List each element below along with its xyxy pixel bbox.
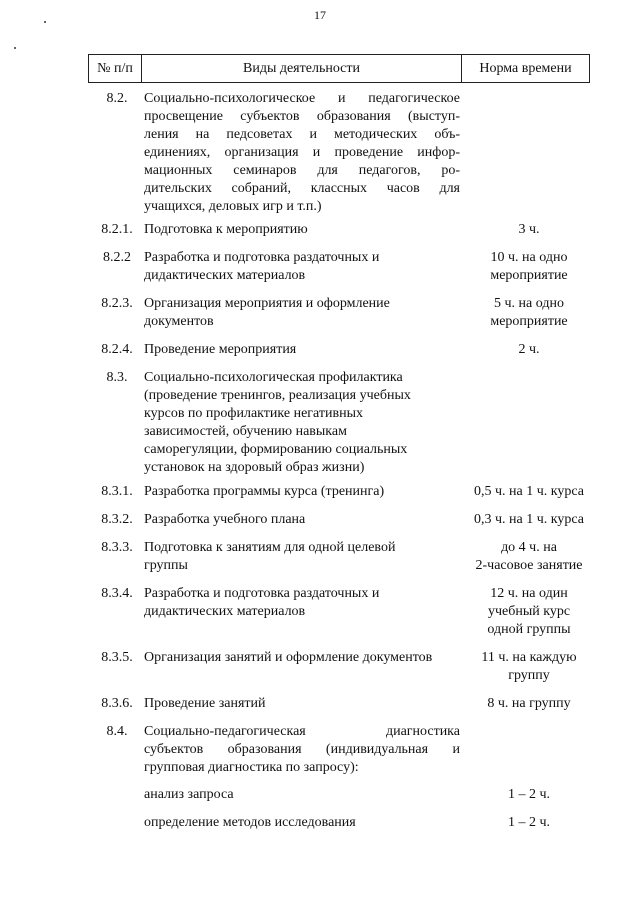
norm-line: 12 ч. на один xyxy=(490,586,568,601)
row-norm xyxy=(460,483,590,501)
activity-line: дидактических материалов xyxy=(144,604,306,619)
header-activity: Виды деятельности xyxy=(142,55,462,82)
row-activity xyxy=(140,369,460,477)
row-number: 8.2. xyxy=(106,91,128,106)
table-row xyxy=(88,814,590,832)
table-row xyxy=(88,483,590,501)
scan-speck xyxy=(14,47,16,49)
activity-line: просвещение субъектов образования (выступ- xyxy=(144,109,460,124)
table-row xyxy=(88,295,590,331)
scan-speck xyxy=(44,21,46,23)
norm-line: группу xyxy=(508,668,550,683)
table-row xyxy=(88,649,590,685)
row-norm xyxy=(460,723,590,777)
activity-line: Социально-психологическая профилактика xyxy=(144,370,403,385)
row-activity xyxy=(140,649,460,685)
activity-line: Организация занятий и оформление документов xyxy=(144,650,433,665)
norm-line: одной группы xyxy=(487,622,571,637)
activity-line: Разработка и подготовка раздаточных и xyxy=(144,250,380,265)
table-row xyxy=(88,341,590,359)
row-norm xyxy=(460,511,590,529)
row-norm xyxy=(460,695,590,713)
norm-line: мероприятие xyxy=(490,268,568,283)
activity-line: групповая диагностика по запросу): xyxy=(144,760,359,775)
activity-line: Организация мероприятия и оформление xyxy=(144,296,390,311)
activity-line: (проведение тренингов, реализация учебных xyxy=(144,388,411,403)
table-header xyxy=(88,54,590,83)
row-number xyxy=(88,814,140,832)
norm-line: 10 ч. на одно xyxy=(490,250,568,265)
row-activity xyxy=(140,90,460,216)
norm-line: 3 ч. xyxy=(518,222,540,237)
row-norm xyxy=(460,90,590,216)
norm-line: 1 – 2 ч. xyxy=(507,815,551,830)
row-number: 8.3.4. xyxy=(101,586,133,601)
row-activity xyxy=(140,723,460,777)
row-activity xyxy=(140,483,460,501)
row-norm xyxy=(460,221,590,239)
row-norm xyxy=(460,649,590,685)
row-number: 8.4. xyxy=(106,724,128,739)
activity-line: группы xyxy=(144,558,188,573)
activity-line: курсов по профилактике негативных xyxy=(144,406,363,421)
norm-line: учебный курс xyxy=(487,604,571,619)
activity-line: саморегуляции, формированию социальных xyxy=(144,442,408,457)
norm-line: 2 ч. xyxy=(518,342,540,357)
activity-line: дительских собраний, классных часов для xyxy=(144,181,460,196)
table-row xyxy=(88,369,590,477)
row-activity xyxy=(140,539,460,575)
row-norm xyxy=(460,814,590,832)
row-number: 8.3. xyxy=(106,370,128,385)
activity-line: Подготовка к занятиям для одной целевой xyxy=(144,540,396,555)
row-activity xyxy=(140,249,460,285)
header-norm: Норма времени xyxy=(479,60,572,76)
row-norm xyxy=(460,585,590,639)
table-row xyxy=(88,585,590,639)
table-row xyxy=(88,221,590,239)
table-row xyxy=(88,249,590,285)
table-row xyxy=(88,695,590,713)
row-number: 8.2.4. xyxy=(101,342,133,357)
row-number xyxy=(88,786,140,804)
activity-line: Социально-педагогическая диагностика xyxy=(144,724,460,739)
activity-line: учащихся, деловых игр и т.п.) xyxy=(144,199,322,214)
activity-line: Проведение занятий xyxy=(144,696,266,711)
row-norm xyxy=(460,369,590,477)
norm-line: 0,3 ч. на 1 ч. курса xyxy=(474,512,584,527)
norm-line: 8 ч. на группу xyxy=(487,696,571,711)
page-number: 17 xyxy=(314,8,326,22)
row-activity xyxy=(140,695,460,713)
row-activity xyxy=(140,221,460,239)
row-number: 8.2.3. xyxy=(101,296,133,311)
norm-line: 2-часовое занятие xyxy=(475,558,583,573)
row-number: 8.2.1. xyxy=(101,222,133,237)
activity-line: ления на педсоветах и методических объ- xyxy=(144,127,460,142)
norm-line: до 4 ч. на xyxy=(501,540,557,555)
activity-line: субъектов образования (индивидуальная и xyxy=(144,742,460,757)
row-activity xyxy=(140,295,460,331)
activity-line: зависимостей, обучению навыкам xyxy=(144,424,347,439)
activity-line: документов xyxy=(144,314,214,329)
activity-line: Социально-психологическое и педагогическое xyxy=(144,91,460,106)
row-norm xyxy=(460,786,590,804)
row-activity xyxy=(140,511,460,529)
activity-line: установок на здоровый образ жизни) xyxy=(144,460,365,475)
row-norm xyxy=(460,295,590,331)
table-row xyxy=(88,786,590,804)
row-number: 8.3.2. xyxy=(101,512,133,527)
norm-line: 1 – 2 ч. xyxy=(507,787,551,802)
activity-line: Разработка учебного плана xyxy=(144,512,306,527)
row-norm xyxy=(460,539,590,575)
row-activity xyxy=(140,786,460,804)
row-number: 8.3.3. xyxy=(101,540,133,555)
activity-line: дидактических материалов xyxy=(144,268,306,283)
row-number: 8.2.2 xyxy=(103,250,131,265)
activity-line: Подготовка к мероприятию xyxy=(144,222,308,237)
activity-line: Проведение мероприятия xyxy=(144,342,297,357)
row-norm xyxy=(460,341,590,359)
table-row xyxy=(88,90,590,216)
norm-line: 11 ч. на каждую xyxy=(481,650,577,665)
table-row xyxy=(88,539,590,575)
norm-line: 5 ч. на одно xyxy=(494,296,564,311)
activity-line: определение методов исследования xyxy=(144,815,356,830)
row-activity xyxy=(140,814,460,832)
norm-line: мероприятие xyxy=(490,314,568,329)
row-activity xyxy=(140,585,460,639)
row-norm xyxy=(460,249,590,285)
table-row xyxy=(88,511,590,529)
row-activity xyxy=(140,341,460,359)
activity-line: Разработка и подготовка раздаточных и xyxy=(144,586,380,601)
row-number: 8.3.1. xyxy=(101,484,133,499)
row-number: 8.3.5. xyxy=(101,650,133,665)
header-number: № п/п xyxy=(89,55,142,82)
activity-line: единениях, организация и проведение инфор- xyxy=(144,145,460,160)
activity-line: мационных семинаров для педагогов, ро- xyxy=(144,163,460,178)
table-row xyxy=(88,723,590,777)
row-number: 8.3.6. xyxy=(101,696,133,711)
norm-line: 0,5 ч. на 1 ч. курса xyxy=(474,484,584,499)
activity-line: анализ запроса xyxy=(144,787,234,802)
activity-line: Разработка программы курса (тренинга) xyxy=(144,484,385,499)
